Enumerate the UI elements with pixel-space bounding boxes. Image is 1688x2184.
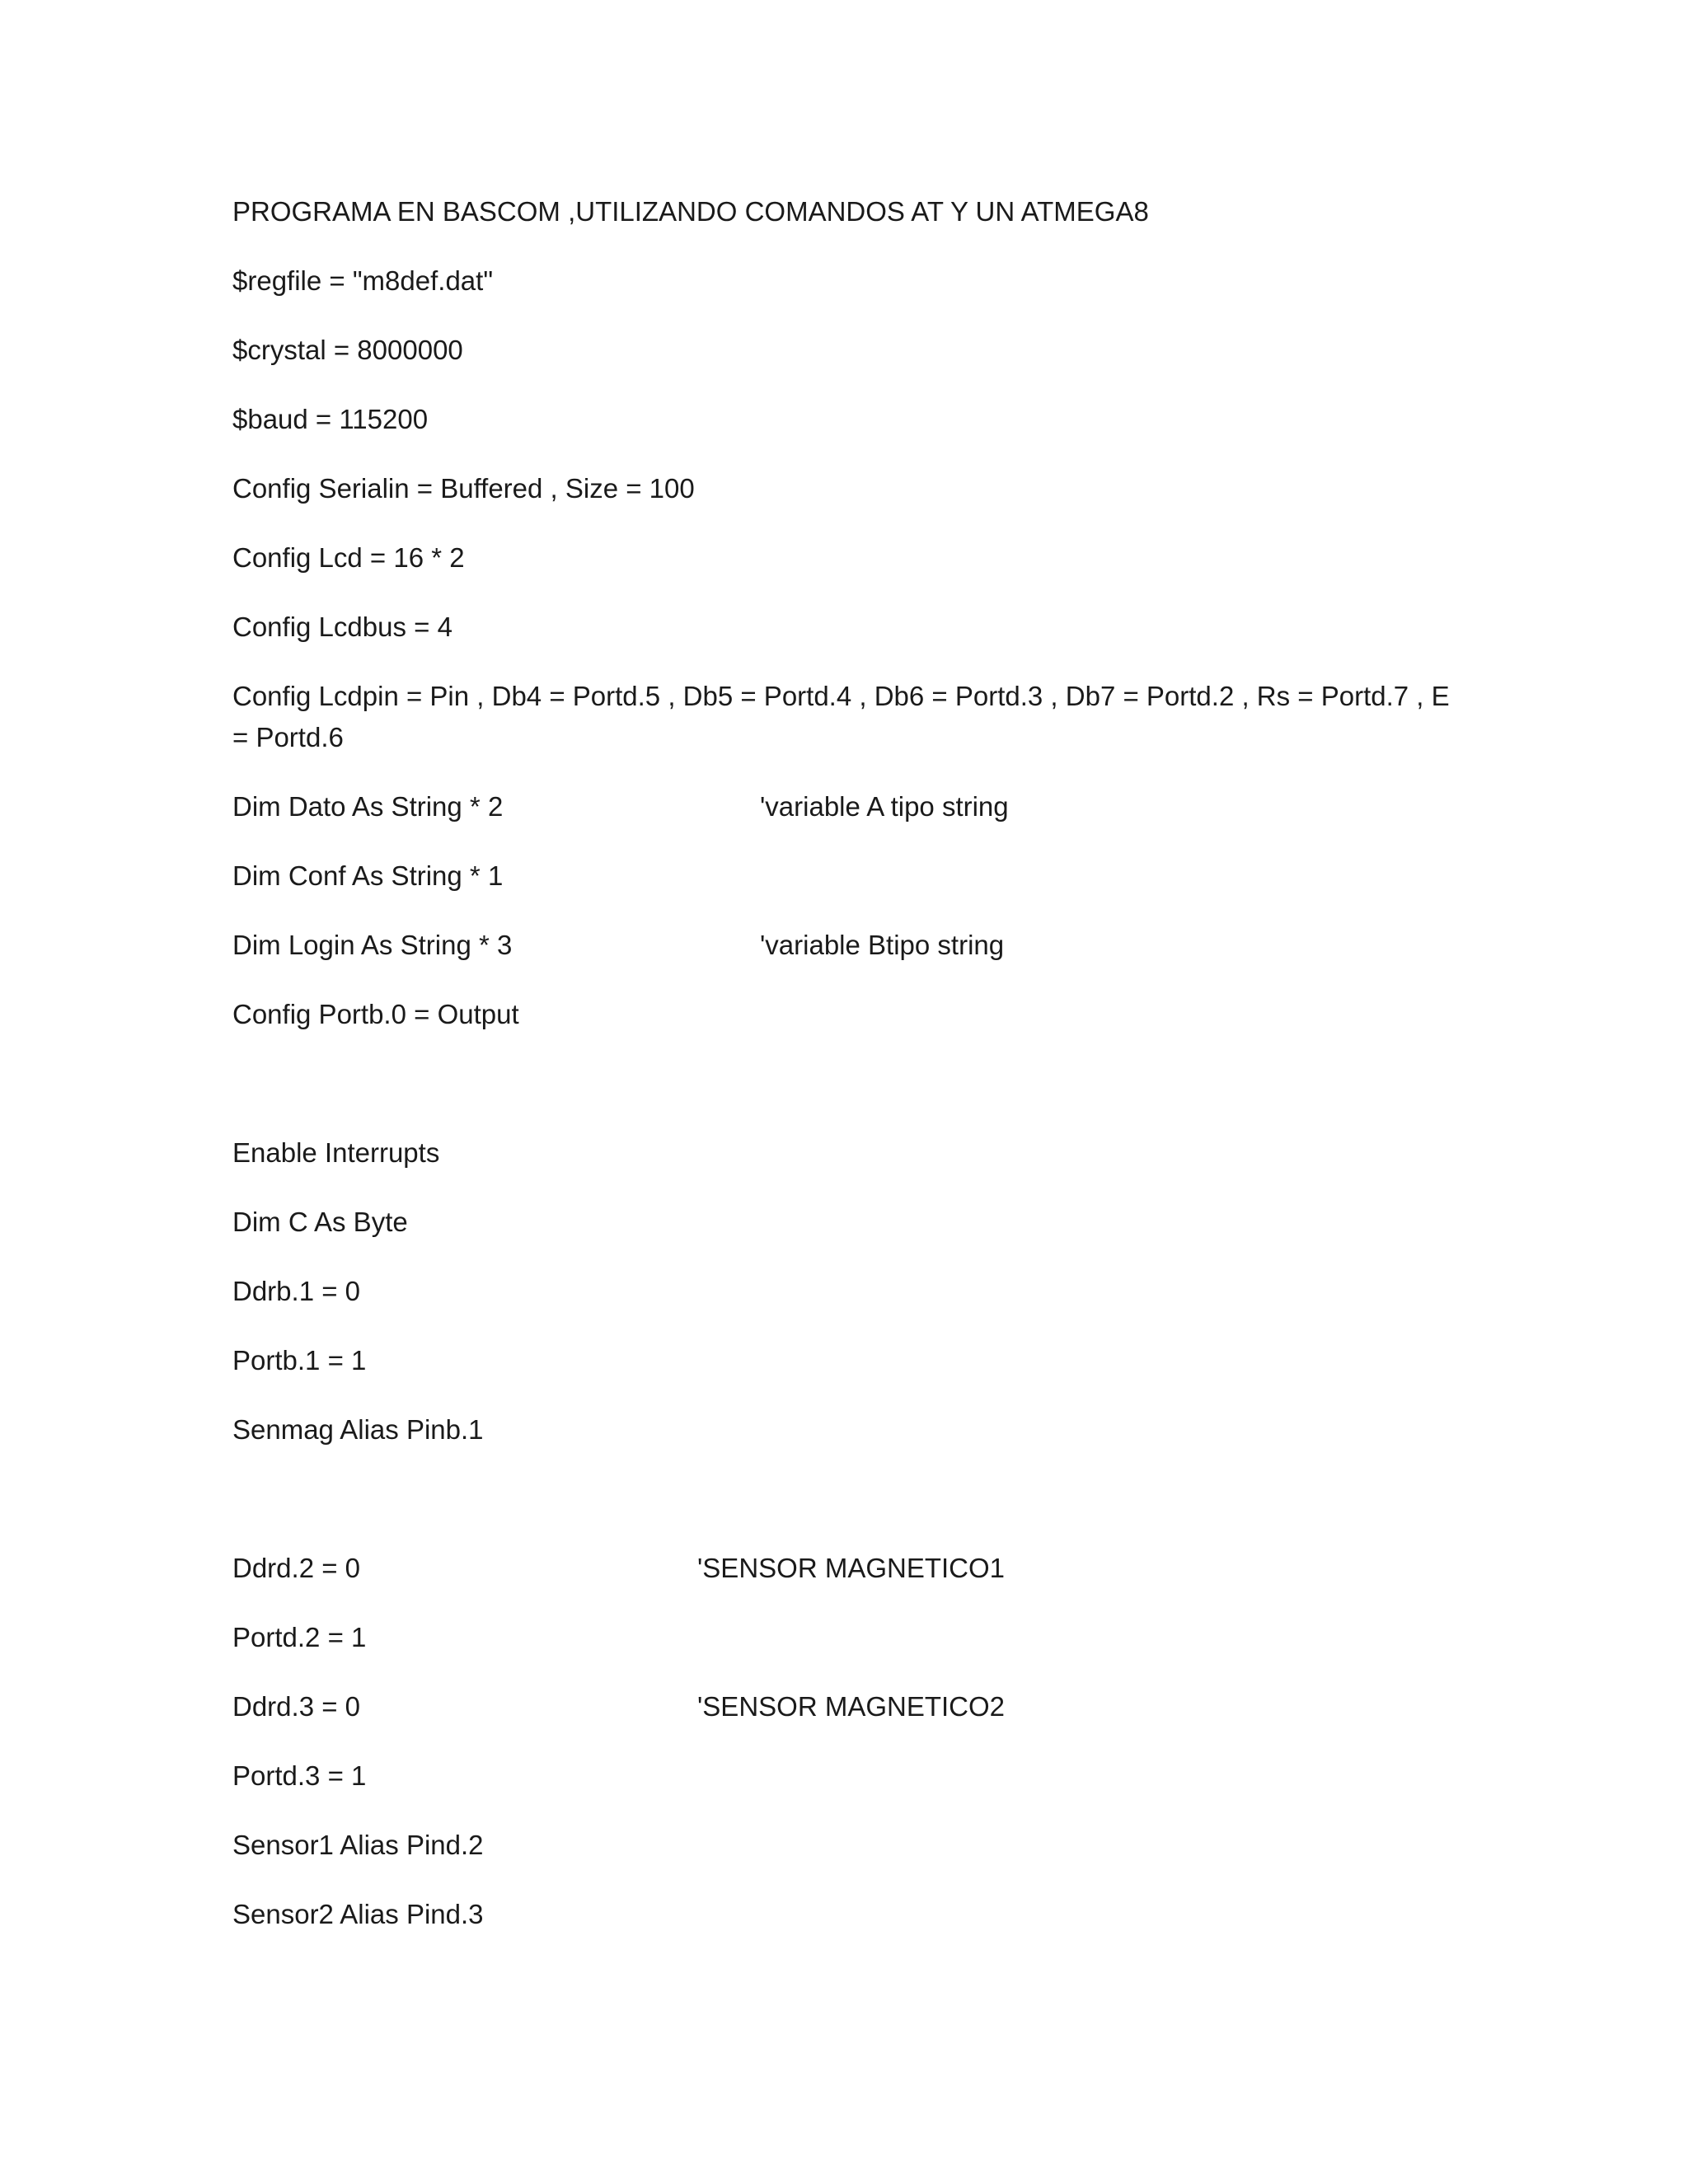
code-line-sensor1-alias: Sensor1 Alias Pind.2 — [232, 1830, 484, 1860]
code-comment-ddrd2: 'SENSOR MAGNETICO1 — [697, 1553, 1006, 1583]
code-line-ddrd3: Ddrd.3 = 0 — [232, 1691, 361, 1722]
code-line-portb1: Portb.1 = 1 — [232, 1345, 367, 1376]
code-line-regfile: $regfile = "m8def.dat" — [232, 265, 494, 296]
code-comment-login: 'variable Btipo string — [760, 930, 1005, 960]
code-line-crystal: $crystal = 8000000 — [232, 335, 463, 365]
code-comment-dato: 'variable A tipo string — [760, 791, 1009, 822]
code-line-dim-conf: Dim Conf As String * 1 — [232, 860, 504, 891]
code-line-dim-login: Dim Login As String * 3 — [232, 930, 513, 960]
code-line-portd2: Portd.2 = 1 — [232, 1622, 367, 1652]
code-line-config-lcd: Config Lcd = 16 * 2 — [232, 542, 465, 573]
code-line-senmag-alias: Senmag Alias Pinb.1 — [232, 1414, 484, 1445]
code-line-baud: $baud = 115200 — [232, 404, 429, 434]
code-line-config-lcdbus: Config Lcdbus = 4 — [232, 612, 452, 642]
document-title: PROGRAMA EN BASCOM ,UTILIZANDO COMANDOS AT Y UN ATMEGA8 — [232, 196, 1149, 227]
code-line-config-portb: Config Portb.0 = Output — [232, 999, 519, 1029]
code-line-dim-dato: Dim Dato As String * 2 — [232, 791, 504, 822]
code-line-config-serialin: Config Serialin = Buffered , Size = 100 — [232, 473, 695, 504]
code-comment-ddrd3: 'SENSOR MAGNETICO2 — [697, 1691, 1006, 1722]
code-line-sensor2-alias: Sensor2 Alias Pind.3 — [232, 1899, 484, 1929]
code-line-ddrd2: Ddrd.2 = 0 — [232, 1553, 361, 1583]
code-line-dim-c: Dim C As Byte — [232, 1207, 408, 1237]
code-line-ddrb1: Ddrb.1 = 0 — [232, 1276, 361, 1306]
code-line-portd3: Portd.3 = 1 — [232, 1760, 367, 1791]
code-line-config-lcdpin: Config Lcdpin = Pin , Db4 = Portd.5 , Db5 = Portd.4 , Db6 = Portd.3 , Db7 = Portd.2 , Rs = Portd.7 , E = Portd.6 — [232, 681, 1450, 752]
code-line-enable-interrupts: Enable Interrupts — [232, 1137, 440, 1168]
